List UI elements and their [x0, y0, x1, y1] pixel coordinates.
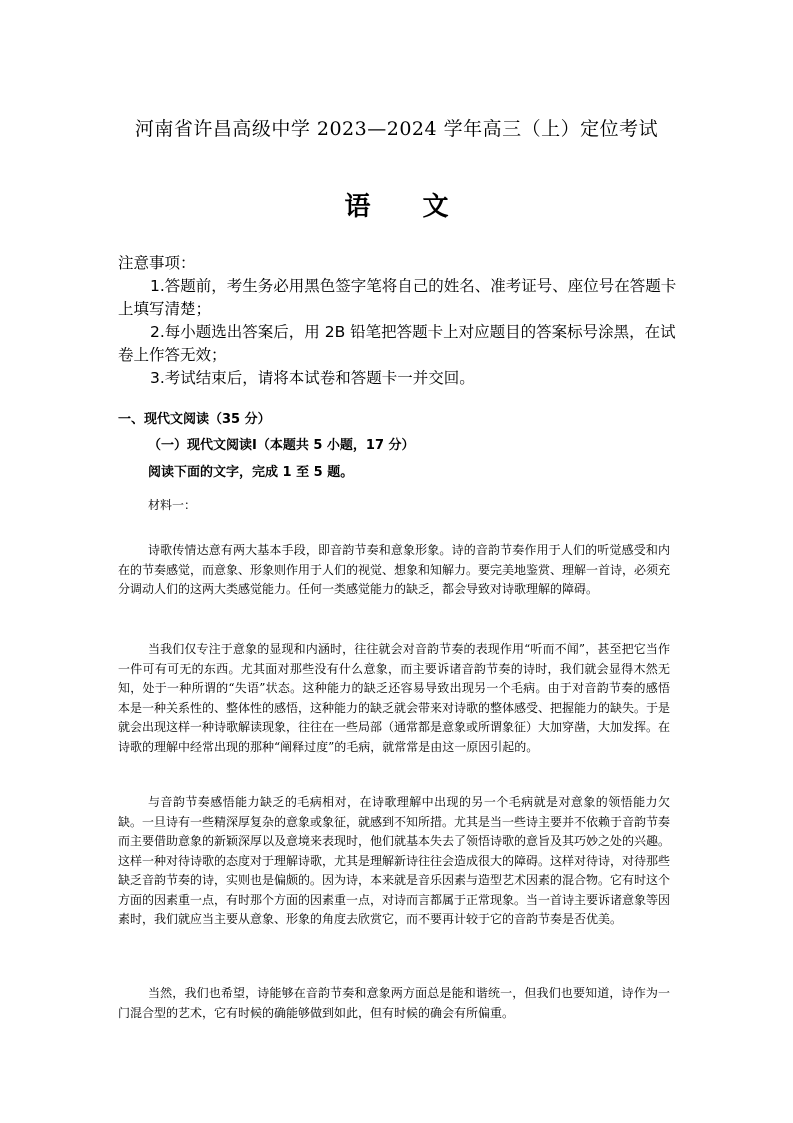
subject-char: 语	[344, 192, 371, 222]
exam-notice	[118, 252, 678, 390]
passage-paragraph: 当然，我们也希望，诗能够在音韵节奏和意象两方面总是能和谐统一，但我们也要知道，诗作为一门混合型的艺术，它有时候的确能够做到如此，但有时候的确会有所偏重。	[118, 986, 670, 1020]
notice-item: 3.考试结束后，请将本试卷和答题卡一并交回。	[150, 369, 475, 387]
passage-paragraph: 与音韵节奏感悟能力缺乏的毛病相对，在诗歌理解中出现的另一个毛病就是对意象的领悟能力欠缺。一旦诗有一些精深厚复杂的意象或象征，就感到不知所措。尤其是当一些诗主要并不依赖于音韵节奏而主要借助意象的新颖深厚以及意境来表现时，他们就基本失去了领悟诗歌的意旨及其巧妙之处的兴趣。这样一种对待诗歌的态度对于理解诗歌，尤其是理解新诗往往会造成很大的障碍。这样对待诗，对待那些缺乏音韵节奏的诗，实则也是偏颇的。因为诗，本来就是音乐因素与造型艺术因素的混合物。它有时这个方面的因素重一点，有时那个方面的因素重一点，对诗而言都属于正常现象。当一首诗主要诉诸意象等因素时，我们就应当主要从意象、形象的角度去欣赏它，而不要再计较于它的音韵节奏是否优美。	[118, 795, 671, 926]
reading-instruction: 阅读下面的文字，完成 1 至 5 题。	[148, 465, 354, 480]
subsection-title: （一）现代文阅读Ⅰ（本题共 5 小题，17 分）	[148, 438, 415, 453]
subject-char: 文	[422, 192, 449, 222]
notice-item: 2.每小题选出答案后，用 2B 铅笔把答题卡上对应题目的答案标号涂黑，在试卷上作答无效；	[118, 323, 676, 364]
section-title: 一、现代文阅读（35 分）	[118, 412, 271, 427]
passage-paragraph: 当我们仅专注于意象的显现和内涵时，往往就会对音韵节奏的表现作用“听而不闻”，甚至把它当作一件可有可无的东西。尤其面对那些没有什么意象，而主要诉诸音韵节奏的诗时，我们就会显得木然无知，处于一种所谓的“失语”状态。这种能力的缺乏还容易导致出现另一个毛病。由于对音韵节奏的感悟本是一种关系性的、整体性的感悟，这种能力的缺乏就会带来对诗歌的整体感受、把握能力的缺失。于是就会出现这样一种诗歌解读现象，往往在一些局部（通常都是意象或所谓象征）大加穿凿，大加发挥。在诗歌的理解中经常出现的那种“阐释过度”的毛病，就常常是由这一原因引起的。	[118, 642, 671, 754]
exam-title: 河南省许昌高级中学 2023—2024 学年高三（上）定位考试	[134, 118, 659, 140]
notice-heading: 注意事项：	[118, 254, 196, 272]
passage-paragraph: 诗歌传情达意有两大基本手段，即音韵节奏和意象形象。诗的音韵节奏作用于人们的听觉感受和内在的节奏感觉，而意象、形象则作用于人们的视觉、想象和知解力。要完美地鉴赏、理解一首诗，必须充分调动人们的这两大类感觉能力。任何一类感觉能力的缺乏，都会导致对诗歌理解的障碍。	[118, 543, 671, 596]
subject-title	[0, 186, 793, 223]
material-label: 材料一：	[148, 498, 197, 512]
notice-item: 1.答题前，考生务必用黑色签字笔将自己的姓名、准考证号、座位号在答题卡上填写清楚；	[118, 277, 677, 318]
